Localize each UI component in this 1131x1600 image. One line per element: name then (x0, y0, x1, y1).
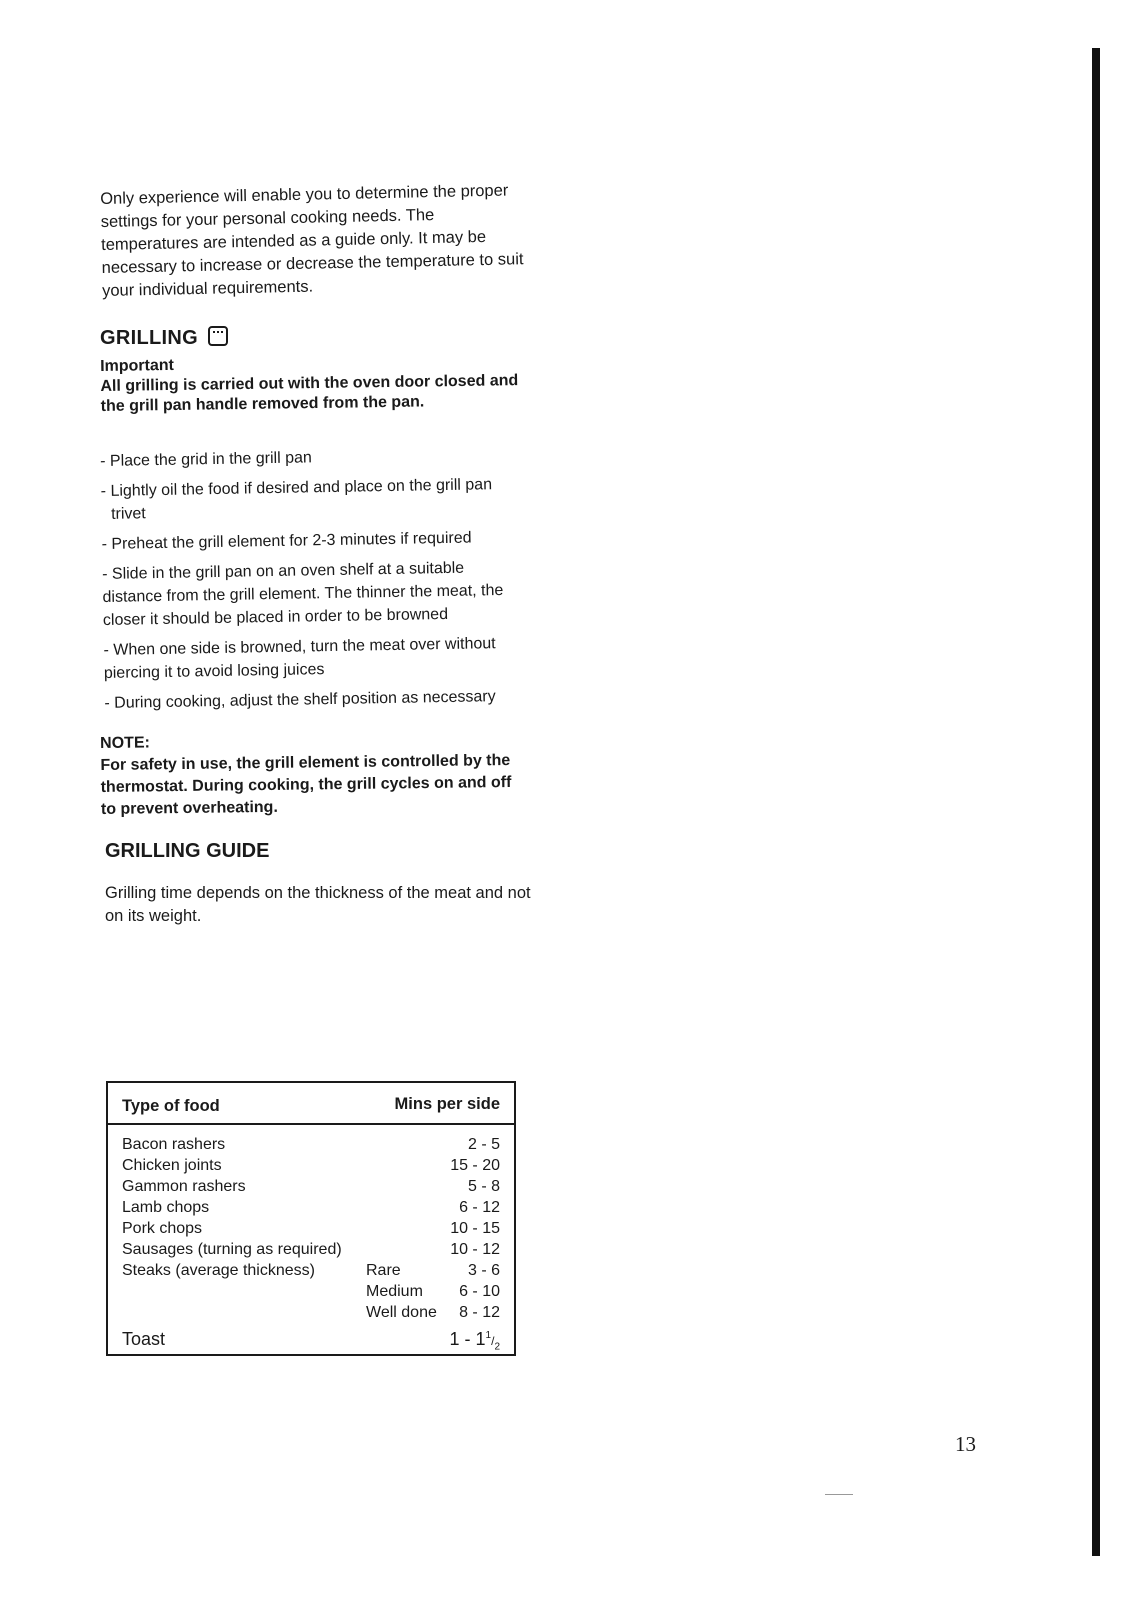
table-row (122, 1157, 500, 1178)
food-cell: Bacon rashers (122, 1136, 226, 1153)
table-row (122, 1241, 500, 1262)
mins-cell: 6 - 12 (459, 1199, 500, 1216)
mins-cell: 8 - 12 (459, 1304, 500, 1321)
food-cell: Gammon rashers (122, 1178, 246, 1195)
food-cell: Chicken joints (122, 1157, 222, 1174)
grilling-guide-heading: GRILLING GUIDE (105, 840, 270, 862)
important-block (100, 351, 531, 417)
mins-whole: 1 - 1 (449, 1329, 486, 1349)
grilling-heading-text: GRILLING (100, 327, 198, 349)
food-cell: Steaks (average thickness) (122, 1262, 315, 1279)
header-type-of-food: Type of food (122, 1097, 220, 1115)
table-header (108, 1083, 514, 1125)
mins-cell: 6 - 10 (459, 1283, 500, 1300)
step-item: - Place the grid in the grill pan (100, 449, 312, 470)
grilling-table (106, 1081, 516, 1356)
table-row (122, 1220, 500, 1241)
mins-fraction-denominator: 2 (494, 1341, 500, 1353)
important-label: Important (100, 356, 175, 375)
food-cell: Pork chops (122, 1220, 203, 1237)
food-cell: Toast (122, 1329, 166, 1349)
note-text: For safety in use, the grill element is controlled by the thermostat. During cooking, the grill cycles on and off to prevent overheating. (100, 751, 512, 818)
table-row (122, 1136, 500, 1157)
grill-symbol-icon (208, 326, 228, 346)
doneness-cell: Rare (366, 1262, 401, 1279)
step-item: - Slide in the grill pan on an oven shelf at a suitable distance from the grill element. The thinner the meat, the closer it should be placed in order to be browned (102, 559, 504, 629)
mins-cell: 5 - 8 (467, 1178, 500, 1195)
table-row (122, 1199, 500, 1220)
note-label: NOTE: (100, 734, 151, 752)
grilling-heading (100, 326, 530, 350)
step-item: - During cooking, adjust the shelf position as necessary (104, 688, 496, 712)
doneness-cell: Well done (366, 1304, 437, 1321)
important-text: All grilling is carried out with the oven door closed and the grill pan handle removed from the pan. (100, 372, 519, 415)
mins-cell: 2 - 5 (467, 1136, 500, 1153)
mins-cell: 3 - 6 (467, 1262, 500, 1279)
mins-cell: $1 - 1^1/_2$ (449, 1329, 500, 1353)
table-body (122, 1136, 500, 1353)
food-cell: Sausages (turning as required) (122, 1241, 342, 1258)
table-row (122, 1262, 500, 1283)
page-number: 13 (955, 1432, 976, 1456)
table-row (122, 1304, 500, 1325)
header-mins-per-side: Mins per side (394, 1095, 500, 1113)
mins-cell: 10 - 15 (450, 1220, 500, 1237)
mins-fraction-numerator: 1 (485, 1330, 492, 1341)
grilling-guide-text: Grilling time depends on the thickness of the meat and not on its weight. (105, 884, 531, 925)
page-edge-bar (1092, 48, 1100, 1556)
doneness-cell: Medium (366, 1283, 423, 1300)
food-cell: Lamb chops (122, 1199, 210, 1216)
table-row (122, 1178, 500, 1199)
mins-cell: 10 - 12 (450, 1241, 500, 1258)
mins-cell: 15 - 20 (450, 1157, 500, 1174)
table-row-toast (122, 1329, 500, 1353)
grilling-steps (100, 443, 525, 722)
step-item: - Preheat the grill element for 2-3 minutes if required (101, 529, 472, 553)
scan-mark (825, 1494, 853, 1495)
step-item: - When one side is browned, turn the meat over without piercing it to avoid losing juices (103, 635, 496, 682)
note-block (100, 728, 531, 821)
step-item: - Lightly oil the food if desired and place on the grill pan trivet (100, 476, 493, 523)
table-row (122, 1283, 500, 1304)
intro-paragraph: Only experience will enable you to determine the proper settings for your personal cooking needs. The temperatures are intended as a guide only. It may be necessary to increase or decrease the temperature to suit your individual requirements. (100, 181, 524, 300)
